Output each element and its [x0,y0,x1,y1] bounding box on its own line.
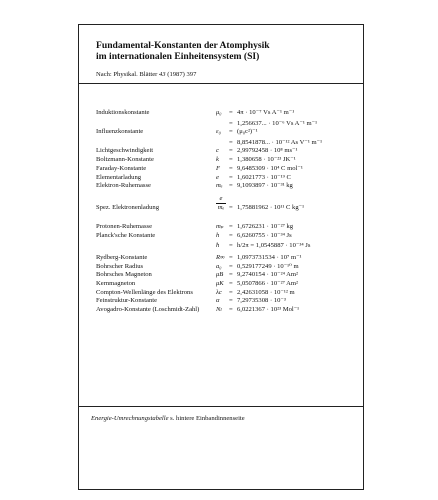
constant-name: Kernmagneton [96,280,136,287]
constant-symbol: c [216,147,219,154]
constant-symbol: mₚ [216,223,224,230]
constant-row [0,127,438,137]
constant-name: Influenzkonstante [96,128,144,135]
constant-name: Elektron-Ruhemasse [96,182,151,189]
constant-symbol: R∞ [216,254,225,261]
source-suffix: (1987) 397 [165,71,197,78]
constant-value: 1,0973731534 · 10⁷ m⁻¹ [237,254,302,261]
equals-sign: = [229,254,233,261]
footer-text: s. hintere Einbandinnenseite [168,415,245,422]
constant-value: 6,6260755 · 10⁻³⁴ Js [237,232,292,239]
constant-value: 6,0221367 · 10²³ Mol⁻¹ [237,306,300,313]
equals-sign: = [229,242,233,249]
constant-name: Lichtgeschwindigkeit [96,147,154,154]
constant-row [0,108,438,118]
constant-symbol: μ₀ [216,109,222,116]
constant-name: Feinstruktur-Konstante [96,297,158,304]
constant-value: 7,29735308 · 10⁻³ [237,297,286,304]
equals-sign: = [229,232,233,239]
constant-symbol: a₀ [216,263,222,270]
constant-name: Protonen-Ruhemasse [96,223,153,230]
equals-sign: = [229,182,233,189]
equals-sign: = [229,223,233,230]
equals-sign: = [229,109,233,116]
equals-sign: = [229,263,233,270]
constant-value: 2,99792458 · 10⁸ ms⁻¹ [237,147,298,154]
constant-value: 8,8541878... · 10⁻¹² As V⁻¹ m⁻¹ [237,139,323,146]
equals-sign: = [229,120,233,127]
constant-name: Avogadro-Konstante (Loschmidt-Zahl) [96,306,200,313]
equals-sign: = [229,271,233,278]
constant-name: Faraday-Konstante [96,165,147,172]
constant-symbol: μK [216,280,224,287]
constant-row [0,305,438,315]
constant-value: 9,1093897 · 10⁻³¹ kg [237,182,293,189]
equals-sign: = [229,306,233,313]
equals-sign: = [229,139,233,146]
constant-symbol: h [216,232,220,239]
equals-sign: = [229,280,233,287]
equals-sign: = [229,156,233,163]
constant-value: 5,0507866 · 10⁻²⁷ Am² [237,280,299,287]
constant-symbol: e [216,174,219,181]
constant-symbol: α [216,297,220,304]
equals-sign: = [229,128,233,135]
constant-symbol: k [216,156,219,163]
title-line-1: Fundamental-Konstanten der Atomphysik [96,40,270,51]
constant-row [0,181,438,191]
fraction-symbol [216,195,226,212]
source-prefix: Nach: Physikal. Blätter [96,71,159,78]
constant-symbol: μB [216,271,224,278]
constant-value: 9,2740154 · 10⁻²⁴ Am² [237,271,299,278]
equals-sign: = [229,165,233,172]
fraction-denominator: mₑ [217,204,225,211]
constant-name: Rydberg-Konstante [96,254,148,261]
constant-symbol: λc [216,289,222,296]
constant-symbol: ε₀ [216,128,221,135]
constant-row [0,231,438,241]
constant-value: 1,256637... · 10⁻⁶ Vs A⁻¹ m⁻¹ [237,120,318,127]
constant-symbol: mₑ [216,182,223,189]
constant-row [0,241,438,251]
constant-name: Planck'sche Konstante [96,232,156,239]
constant-value: 1,380658 · 10⁻²³ JK⁻¹ [237,156,296,163]
constant-value: 9,6485309 · 10⁴ C mol⁻¹ [237,165,303,172]
constant-name: Elementarladung [96,174,142,181]
constant-value: 2,42631058 · 10⁻¹² m [237,289,295,296]
equals-sign: = [229,204,233,211]
constant-symbol: ħ [216,242,220,249]
footer-italic-title: Energie-Umrechnungstabelle [91,415,169,422]
divider-bottom [78,406,364,407]
equals-sign: = [229,174,233,181]
constant-value: h/2π = 1,0545887 · 10⁻³⁴ Js [237,242,311,249]
constant-name: Bohrscher Radius [96,263,144,270]
constant-value: (μ₀c²)⁻¹ [237,128,258,135]
constant-symbol: Nₗ [216,306,222,313]
constant-value: 1,6726231 · 10⁻²⁷ kg [237,223,294,230]
fraction-numerator: e [216,195,226,204]
constant-name: Compton-Wellenlänge des Elektrons [96,289,193,296]
equals-sign: = [229,147,233,154]
constant-name: Boltzmann-Konstante [96,156,154,163]
constant-row [0,195,438,213]
equals-sign: = [229,289,233,296]
constant-value: 1,75881962 · 10¹¹ C kg⁻¹ [237,204,305,211]
title-line-2: im internationalen Einheitensystem (SI) [96,51,260,63]
constant-symbol: F [216,165,221,172]
constant-value: 1,6021773 · 10⁻¹⁹ C [237,174,291,181]
constant-name: Bohrsches Magneton [96,271,152,278]
constant-name: Spez. Elektronenladung [96,204,159,211]
footer-note [91,415,245,422]
equals-sign: = [229,297,233,304]
source-volume: 43 [159,71,166,78]
constant-value: 0,529177249 · 10⁻¹⁰ m [237,263,299,270]
constant-value: 4π · 10⁻⁷ Vs A⁻¹ m⁻¹ [237,109,295,116]
constant-name: Induktionskonstante [96,109,150,116]
